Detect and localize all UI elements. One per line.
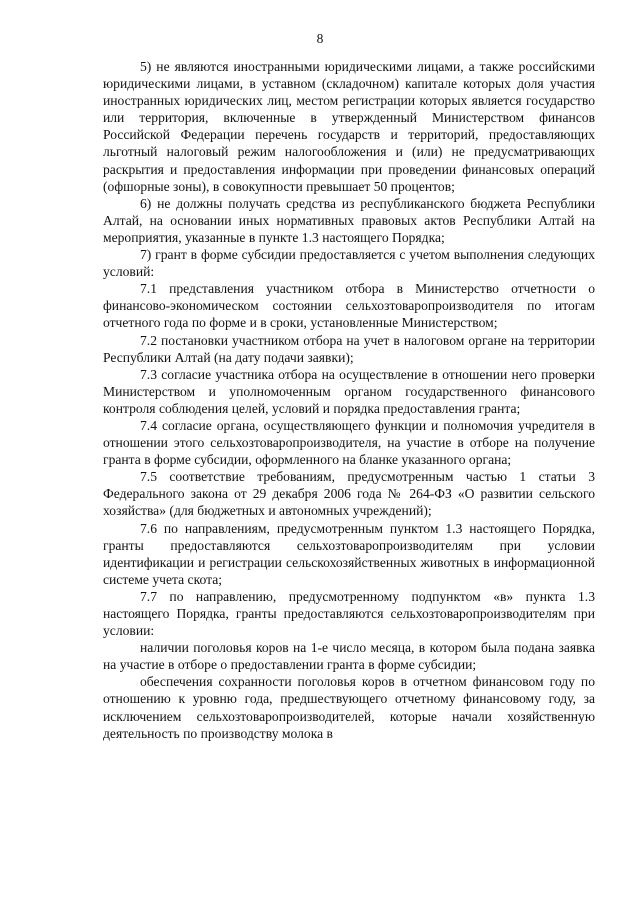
paragraph-item-7-1: 7.1 представления участником отбора в Министерство отчетности о финансово-экономическом состоянии сельхозтоваропроизводителя по итогам отчетного года по форме и в сроки, установленные Министерством; <box>103 281 595 331</box>
paragraph-condition-cows: наличии поголовья коров на 1-е число месяца, в котором была подана заявка на участие в отборе о предоставлении гранта в форме субсидии; <box>103 640 595 673</box>
paragraph-item-7-3: 7.3 согласие участника отбора на осуществление в отношении него проверки Министерством и уполномоченным органом государственного финансового контроля соблюдения целей, условий и порядка предоставления гранта; <box>103 366 595 416</box>
paragraph-item-6: 6) не должны получать средства из республиканского бюджета Республики Алтай, на основании иных нормативных правовых актов Республики Алтай на мероприятия, указанные в пункте 1.3 настоящего Порядка; <box>103 195 595 245</box>
document-body <box>103 58 595 742</box>
page-number: 8 <box>316 31 324 46</box>
paragraph-item-7-6: 7.6 по направлениям, предусмотренным пунктом 1.3 настоящего Порядка, гранты предоставляются сельхозтоваропроизводителям при условии идентификации и регистрации сельскохозяйственных животных в информационной системе учета скота; <box>103 520 595 587</box>
paragraph-item-7-4: 7.4 согласие органа, осуществляющего функции и полномочия учредителя в отношении этого сельхозтоваропроизводителя, на участие в отборе на получение гранта в форме субсидии, оформленного на бланке указанного органа; <box>103 417 595 468</box>
paragraph-item-5: 5) не являются иностранными юридическими лицами, а также российскими юридическими лицами, в уставном (складочном) капитале которых доля участия иностранных юридических лиц, местом регистрации которых является государство или территория, включенные в утвержденный Министерством финансов Российской Федерации перечень государств и территорий, предоставляющих льготный налоговый режим налогообложения и (или) не предусматривающих раскрытия и предоставления информации при проведении финансовых операций (офшорные зоны), в совокупности превышает 50 процентов; <box>103 59 595 194</box>
paragraph-item-7-5: 7.5 соответствие требованиям, предусмотренным частью 1 статьи 3 Федерального закона от 29 декабря 2006 года № 264-ФЗ «О развитии сельского хозяйства» (для бюджетных и автономных учреждений); <box>103 469 595 519</box>
paragraph-item-7-7: 7.7 по направлению, предусмотренному подпунктом «в» пункта 1.3 настоящего Порядка, гранты предоставляются сельхозтоваропроизводителям при условии: <box>103 588 595 639</box>
paragraph-condition-preservation: обеспечения сохранности поголовья коров в отчетном финансовом году по отношению к уровню года, предшествующего отчетному финансовому году, за исключением сельхозтоваропроизводителей, которые начали хозяйственную деятельность по производству молока в <box>103 674 595 741</box>
paragraph-item-7-2: 7.2 постановки участником отбора на учет в налоговом органе на территории Республики Алтай (на дату подачи заявки); <box>103 332 595 365</box>
paragraph-item-7: 7) грант в форме субсидии предоставляется с учетом выполнения следующих условий: <box>103 247 595 280</box>
